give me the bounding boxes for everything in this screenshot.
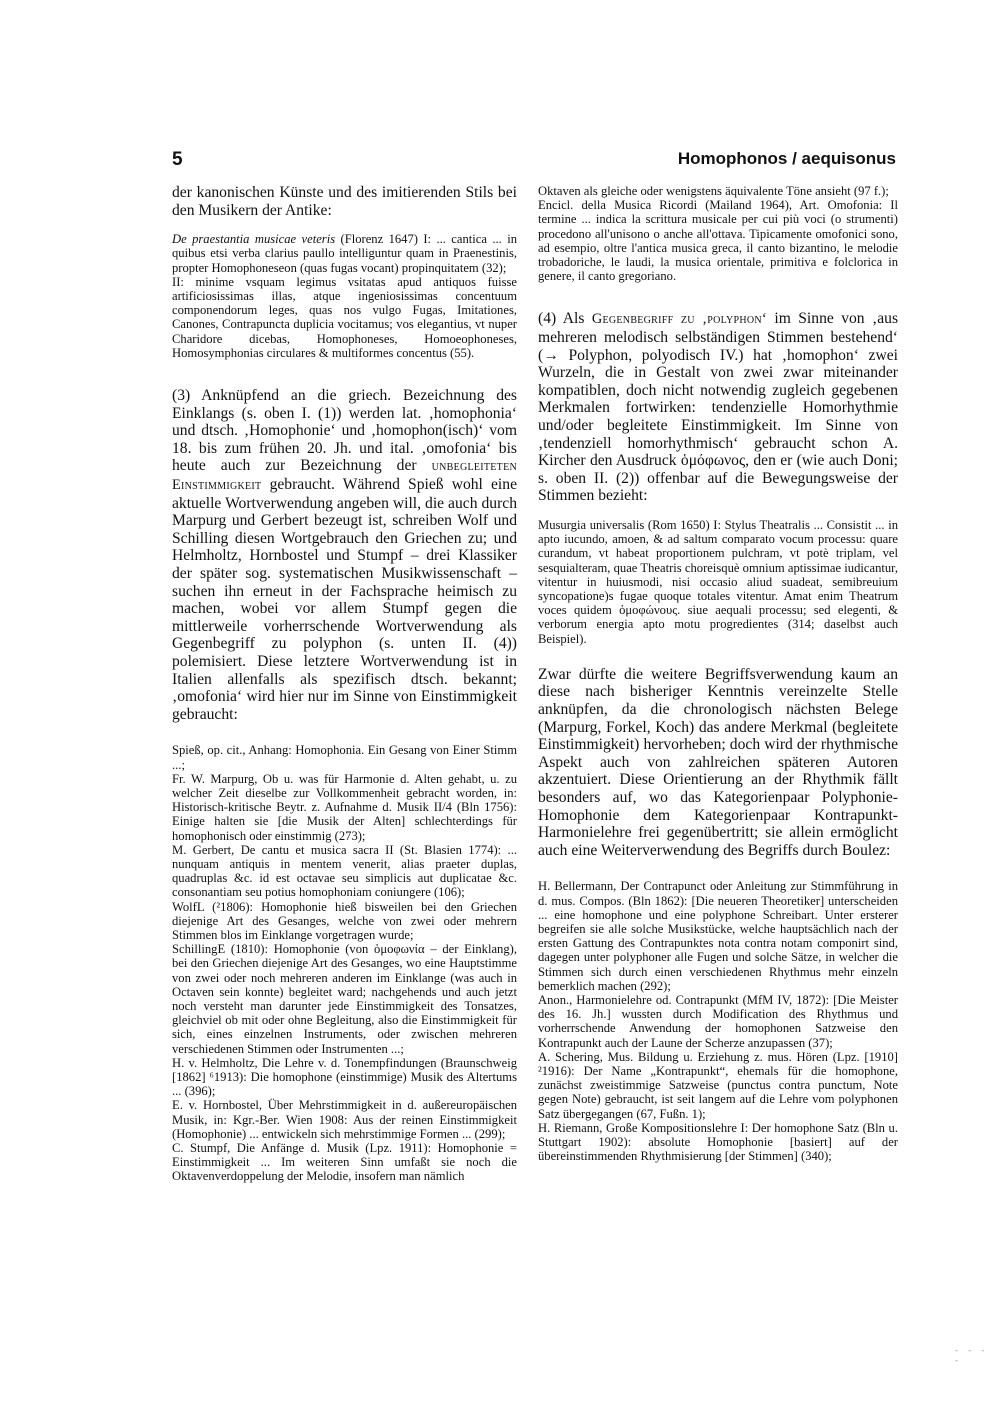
quote-anon: Anon., Harmonielehre od. Contrapunkt (MfM IV, 1872): [Die Meister des 16. Jh.] wussten durch Modification des Rhythmus und vorherrschende Anwendung der homophonen Satzweise den Kontrapunkt auch der Laune der Scherze anzupassen (37); [538, 992, 898, 1050]
paragraph-4-text-a: (4) Als [538, 310, 592, 328]
quote-helmholtz: H. v. Helmholtz, Die Lehre v. d. Tonempfindungen (Braunschweig [1862] ⁶1913): Die homophone (einstimmige) Musik des Altertums ... (396); [172, 1055, 517, 1099]
quote-gerbert: M. Gerbert, De cantu et musica sacra II (St. Blasien 1774): ... nunquam antiquis in mentem venerit, alias praeter duplas, quadruplas &c. id est octavae seu simplicis aut duplicatae &c. consonantiam seu potius homophoniam coniungere (106); [172, 842, 517, 900]
right-column [538, 184, 899, 1164]
intro-paragraph: der kanonischen Künste und des imitierenden Stils bei den Musikern der Antike: [172, 184, 517, 219]
quote-spiess: Spieß, op. cit., Anhang: Homophonia. Ein Gesang von Einer Stimm ...; [172, 743, 517, 772]
quote-hornbostel: E. v. Hornbostel, Über Mehrstimmigkeit in d. außereuropäischen Musik, in: Kgr.-Ber. Wien 1908: Aus der reinen Einstimmigkeit (Homophonie) ... entwickeln sich mehrstimmige Formen ... (299); [172, 1098, 517, 1141]
small-caps-term: unbegleiteten Einstimmigkeit [172, 458, 517, 493]
paragraph-3 [172, 387, 517, 723]
quote-bellermann: H. Bellermann, Der Contrapunct oder Anleitung zur Stimmführung in d. mus. Compos. (Bln 1862): [Die neueren Theoretiker] unterscheiden ... eine homophone und eine polyphone Schreibart. Unter ersterer begreifen sie alle solche Musikstücke, welche hauptsächlich nach der ersten Gattung des Contrapunktes nota contra notam componirt sind, dagegen unter polyphoner alle Fugen und solche Sätze, in welcher die Stimmen sich durch einen verschiedenen Rhythmus mehr einzeln bemerklich machen (292); [538, 879, 898, 993]
page-number: 5 [172, 149, 183, 170]
citation-title: De praestantia musicae veteris [172, 232, 336, 247]
quote-schering: A. Schering, Mus. Bildung u. Erziehung z. mus. Hören (Lpz. [1910] ²1916): Der Name „Kontrapunkt“, ehemals für die homophone, zunächst zweistimmige Satzweise (punctus contra punctum, Note gegen Note) gebraucht, ist seit langem auf die Lehre vom polyphonen Satz übergegangen (67, Fußn. 1); [538, 1049, 898, 1121]
paragraph-4 [538, 310, 898, 505]
paragraph-3-text-b: gebraucht. Während Spieß wohl eine aktuelle Wortverwendung angeben will, die auch durch Marpurg und Gerbert bezeugt ist, schreiben Wolf und Schilling diesen Wortgebrauch den Griechen zu; und Helmholtz, Hornbostel und Stumpf – drei Klassiker der später sog. systematischen Musikwissenschaft – suchen ihn erneut in der Fachsprache heimisch zu machen, wobei vor allem Stumpf gegen die mittlerweile vorherrschende Wortverwendung als Gegenbegriff zu polyphon (s. unten II. (4)) polemisiert. Diese letztere Wortverwendung ist in Italien allenfalls als spezifisch dtsch. bekannt; ‚omofonia‘ wird hier nur im Sinne von Einstimmigkeit gebraucht: [172, 475, 517, 723]
quote-riemann: H. Riemann, Große Kompositionslehre I: Der homophone Satz (Bln u. Stuttgart 1902): absolute Homophonie [basiert] auf der übereinstimmenden Rhythmisierung [der Stimmen] (340); [538, 1120, 898, 1164]
quote-stumpf-continued: Oktaven als gleiche oder wenigstens äquivalente Töne ansieht (97 f.); [538, 184, 889, 198]
paragraph-3-text-a: (3) Anknüpfend an die griech. Bezeichnung des Einklangs (s. oben I. (1)) werden lat. ‚homophonia‘ und dtsch. ‚Homophonie‘ und ‚homophon(isch)‘ vom 18. bis zum frühen 20. Jh. und ital. ‚omofonia‘ bis heute auch zur Bezeichnung der [172, 387, 517, 475]
quote-wolf: WolfL (²1806): Homophonie hieß bisweilen bei den Griechen diejenige Art des Gesanges, welche von zwei oder mehrern Stimmen blos im Einklange vorgetragen wurde; [172, 899, 517, 942]
running-title: Homophonos / aequisonus [677, 149, 896, 168]
paragraph-zwar: Zwar dürfte die weitere Begriffsverwendung kaum an diese nach bisheriger Kenntnis vereinzelte Stelle anknüpfen, da die chronologisch nächsten Belege (Marpurg, Forkel, Koch) das andere Merkmal (begleitete Einstimmigkeit) hervorheben; doch wird der rhythmische Aspekt auch von zahlreichen späteren Autoren akzentuiert. Diese Orientierung an der Rhythmik fällt besonders auf, wo das Kategorienpaar Polyphonie-Homophonie dem Kategorienpaar Kontrapunkt-Harmonielehre frei gegenübertritt; sie allein ermöglicht auch eine Weiterverwendung des Begriffs durch Boulez: [538, 665, 898, 859]
quote-musurgia: Musurgia universalis (Rom 1650) I: Stylus Theatralis ... Consistit ... in apto iucundo, amoen, & ad saltum comparato vocum processu: quare curandum, vt habeat proportionem pulchram, vt potè triplam, vel sesquialteram, quae Theatris choreisquè omnium aptissimae iudicantur, vitentur in huiusmodi, nisi occasio aliud suadeat, semibreuium syncopatione)s fugae quoque totales vitentur. Amat enim Theatrum voces quidem ὁμοφώνους. siue aequali processu; sed elegenti, & verborum energia apto motu progredientes (314; daselbst auch Beispiel). [538, 517, 898, 646]
scan-artifact-mark: - - - - [955, 1345, 989, 1365]
left-column [172, 184, 517, 1244]
quote-praestantia-2: II: minime vsquam legimus vsitatas apud antiquos fuisse artificiosissimas illas, atque ingeniosissimas concentuum componendorum leges, quas nos vulgo Fugas, Imitationes, Canones, Contrapuncta duplicia vocitamus; vos elegantius, vt nuper Charidore dicebas, Homophoneses, Homoeophoneses, Homosymphonias circulares & multiformes concentus (55). [172, 274, 517, 360]
paragraph-4-text-b: im Sinne von ‚aus mehreren melodisch selbständigen Stimmen bestehend‘ (→ Polyphon, polyodisch IV.) hat ‚homophon‘ zwei Wurzeln, die in Gestalt von zwei zwar miteinander kompatiblen, doch nicht notwendig zugleich gegebenen Merkmalen fortwirken: tendenzielle Homorhythmie und/oder begleitete Einstimmigkeit. Im Sinne von ‚tendenziell homorhythmisch‘ gebraucht schon A. Kircher den Ausdruck ὁμόφωνος, den er (wie auch Doni; s. oben II. (2)) offenbar auf die Bewegungsweise der Stimmen bezieht: [538, 310, 899, 505]
quote-stumpf: C. Stumpf, Die Anfänge d. Musik (Lpz. 1911): Homophonie = Einstimmigkeit ... Im weiteren Sinn umfaßt sie noch die Oktavenverdoppelung der Melodie, insofern man nämlich [172, 1140, 517, 1184]
small-caps-term: Gegenbegriff zu ‚polyphon‘ [591, 311, 767, 328]
page-header [172, 149, 896, 173]
quote-enciclopedia: Encicl. della Musica Ricordi (Mailand 1964), Art. Omofonia: Il termine ... indica la scrittura musicale per cui più voci (o strumenti) procedono all'unisono o anche all'ottava. Tipicamente omofonici sono, ad esempio, oltre l'antica musica greca, il canto bizantino, le melodie trobadoriche, le laudi, la musica orientale, primitiva e folclorica in genere, il canto gregoriano. [538, 198, 898, 284]
quote-marpurg: Fr. W. Marpurg, Ob u. was für Harmonie d. Alten gehabt, u. zu welcher Zeit dieselbe zur Vollkommenheit gebracht worden, in: Historisch-kritische Beytr. z. Aufnahme d. Musik II/4 (Bln 1756): Einige halten sie [die Musik der Alten] schlechterdings für homophonisch oder einstimmig (273); [172, 771, 517, 843]
quote-text: (Florenz 1647) I: ... cantica ... in quibus etsi verba clarius paullo intelliguntur quam in Praenestinis, propter Homophoneseon (quas fugas vocant) propinquitatem (32); [172, 232, 517, 275]
quote-praestantia [172, 232, 517, 275]
quote-schilling: SchillingE (1810): Homophonie (von ὁμοφωνία – der Einklang), bei den Griechen diejenige Art des Gesanges, wo eine Hauptstimme von zwei oder noch mehreren anderen im Einklange (was auch in Octaven sein konnte) begleitet ward; nachgehends und auch jetzt noch versteht man darunter jede Einstimmigkeit des Tonsatzes, gleichviel ob mit oder ohne Begleitung, also die Einstimmigkeit für sich, eines einzelnen Instruments, oder zwischen mehreren verschiedenen Stimmen oder Instrumenten ...; [172, 942, 517, 1056]
